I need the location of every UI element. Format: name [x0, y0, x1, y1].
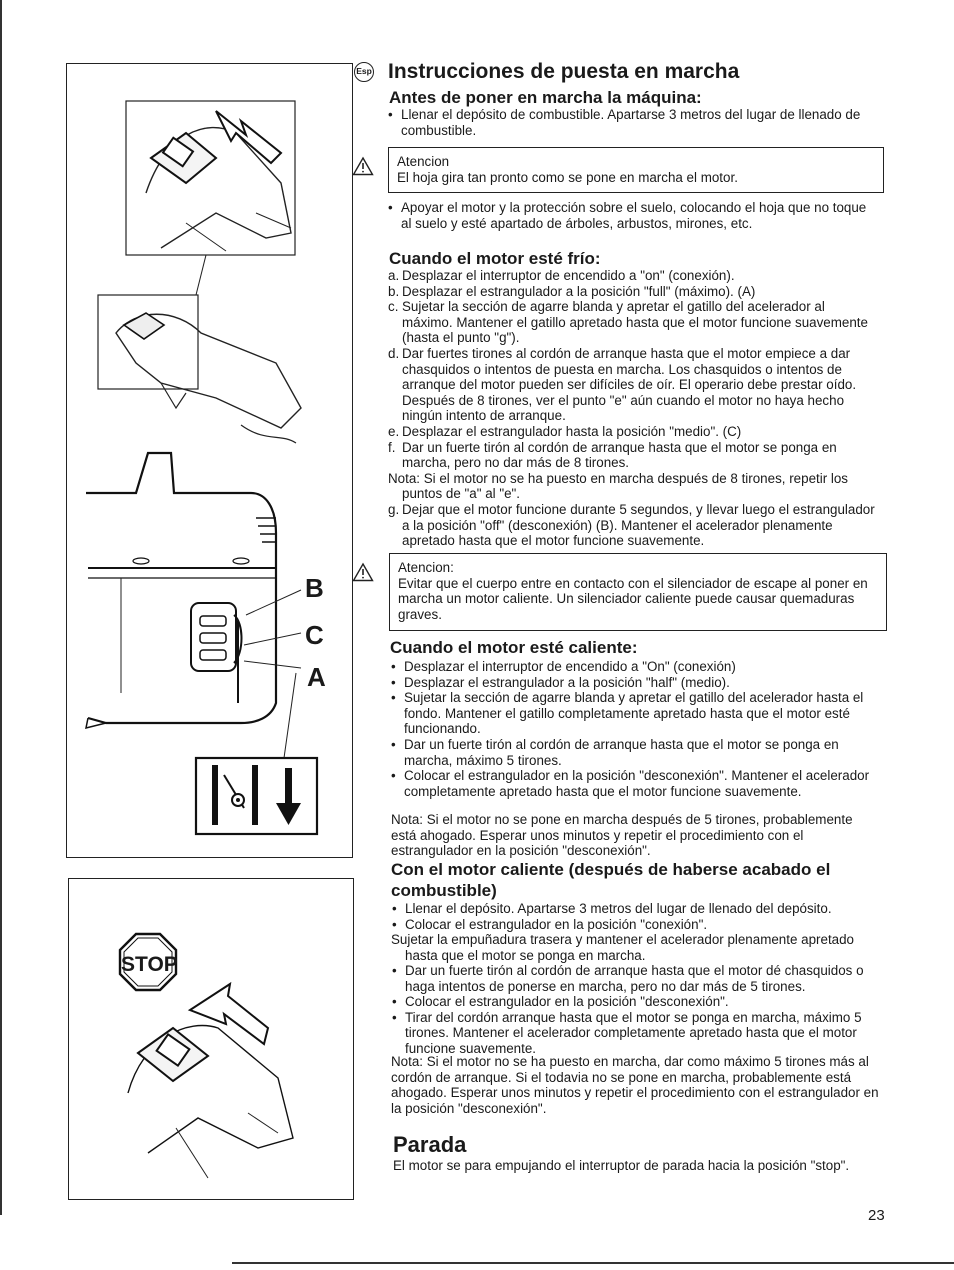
warning-box-1 — [388, 147, 884, 193]
before-list-2 — [387, 200, 877, 231]
language-badge: Esp — [354, 62, 374, 82]
warning-text: Evitar que el cuerpo entre en contacto con el silenciador de escape al poner en marcha un motor caliente. Un silenciador caliente puede causar quemaduras graves. — [398, 575, 868, 622]
fuel-list-2 — [391, 963, 887, 1057]
warm-list — [390, 659, 884, 799]
fuel-list-1 — [391, 901, 881, 932]
cold-steps — [388, 268, 878, 549]
step-e: e. Desplazar el estrangulador hasta la posición "medio". (C) — [388, 423, 742, 439]
warning-box-2 — [389, 553, 887, 631]
figure-start-procedure — [66, 63, 353, 858]
list-item: • Colocar el estrangulador en la posición "conexión". — [391, 917, 881, 933]
fuel-paragraph: Sujetar la empuñadura trasera y mantener el acelerador plenamente apretado hasta que el motor se ponga en marcha. — [391, 932, 855, 963]
list-item: • Sujetar la sección de agarre blanda y apretar el gatillo del acelerador hasta el fondo. Mantener el gatillo completamente apretado hasta que el motor esté funcionando. — [390, 690, 884, 737]
list-item: • Colocar el estrangulador en la posición "desconexión". Mantener el acelerador completamente apretado hasta que el motor funcione suavemente. — [390, 768, 884, 799]
stop-heading: Parada — [393, 1132, 467, 1157]
label-a: A — [307, 662, 326, 692]
warning-text: El hoja gira tan pronto como se pone en marcha el motor. — [397, 169, 738, 185]
list-item: • Dar un fuerte tirón al cordón de arranque hasta que el motor dé chasquidos o haga intentos de ponerse en marcha, pero no dar más de 5 tirones. — [391, 963, 887, 994]
cold-note: Nota: Si el motor no se ha puesto en marcha después de 8 tirones, repetir los puntos de "a" al "e". — [388, 470, 849, 502]
step-d: d. Dar fuertes tirones al cordón de arranque hasta que el motor empiece a dar chasquidos o intentos de puesta en marcha. Los chasquidos o intentos de arranque del motor pueden ser difíciles de oír. El operario debe prestar oído. Después de 8 tirones, ver el punto "e" aún cuando el motor no haya hecho ningún intento de arranque. — [388, 345, 857, 424]
before-heading: Antes de poner en marcha la máquina: — [389, 88, 702, 107]
stop-sign-text: STOP — [121, 953, 178, 976]
cold-heading: Cuando el motor esté frío: — [389, 249, 601, 268]
warning-label: Atencion — [397, 154, 450, 169]
list-item: • Colocar el estrangulador en la posición "desconexión". — [391, 994, 887, 1010]
engine-illustration — [66, 63, 353, 858]
warning-label: Atencion: — [398, 560, 454, 575]
page-number: 23 — [868, 1207, 885, 1224]
figure-stop — [68, 878, 354, 1200]
stop-illustration — [68, 878, 354, 1200]
bottom-rule — [232, 1262, 954, 1264]
warm-note: Nota: Si el motor no se pone en marcha después de 5 tirones, probablemente está ahogado. Esperar unos minutos y repetir el procedimiento con el estrangulador en la posición "desconexión". — [391, 812, 853, 859]
step-f: f. Dar un fuerte tirón al cordón de arranque hasta que el motor se ponga en marcha, pero no dar más de 8 tirones. — [388, 439, 837, 471]
list-item: • Desplazar el estrangulador a la posición "half" (medio). — [390, 675, 884, 691]
fuel-heading: Con el motor caliente (después de haberse acabado el combustible) — [391, 860, 831, 900]
step-a: a. Desplazar el interruptor de encendido a "on" (conexión). — [388, 268, 735, 283]
list-item: • Apoyar el motor y la protección sobre el suelo, colocando el hoja que no toque al suelo y esté apartado de árboles, arbustos, mirones, etc. — [387, 200, 877, 231]
list-item: • Llenar el depósito de combustible. Apartarse 3 metros del lugar de llenado de combustible. — [387, 107, 887, 138]
list-item: • Dar un fuerte tirón al cordón de arranque hasta que el motor se ponga en marcha, máximo 5 tirones. — [390, 737, 884, 768]
list-item: • Llenar el depósito. Apartarse 3 metros del lugar de llenado del depósito. — [391, 901, 881, 917]
step-b: b. Desplazar el estrangulador a la posición "full" (máximo). (A) — [388, 283, 756, 299]
label-b: B — [305, 573, 324, 603]
fuel-note: Nota: Si el motor no se ha puesto en marcha, dar como máximo 5 tirones más al cordón de arranque. Si el todavia no se pone en marcha, probablemente está ahogado. Esperar unos minutos y repetir el procedimiento con el estrangulador en la posición "desconexión". — [391, 1054, 879, 1116]
label-c: C — [305, 620, 324, 650]
warning-icon — [352, 562, 374, 582]
list-item: • Desplazar el interruptor de encendido a "On" (conexión) — [390, 659, 884, 675]
list-item: • Tirar del cordón arranque hasta que el motor se ponga en marcha, máximo 5 tirones. Mantener el acelerador completamente apretado hasta que el motor funcione suavemente. — [391, 1010, 887, 1057]
step-g: g. Dejar que el motor funcione durante 5 segundos, y llevar luego el estrangulador a la posición "off" (desconexión) (B). Mantener el acelerador plenamente apretado hasta que el motor funcione suavemente. — [388, 501, 875, 549]
step-c: c. Sujetar la sección de agarre blanda y apretar el gatillo del acelerador al máximo. Mantener el gatillo apretado hasta que el motor funcione suavemente (hasta el punto "g"). — [388, 299, 868, 346]
page-title: Instrucciones de puesta en marcha — [388, 60, 740, 83]
warm-heading: Cuando el motor esté caliente: — [390, 638, 638, 657]
warning-icon — [352, 156, 374, 176]
margin-line — [0, 0, 2, 1215]
stop-text: El motor se para empujando el interruptor de parada hacia la posición "stop". — [393, 1158, 850, 1173]
before-list-1 — [387, 107, 887, 138]
